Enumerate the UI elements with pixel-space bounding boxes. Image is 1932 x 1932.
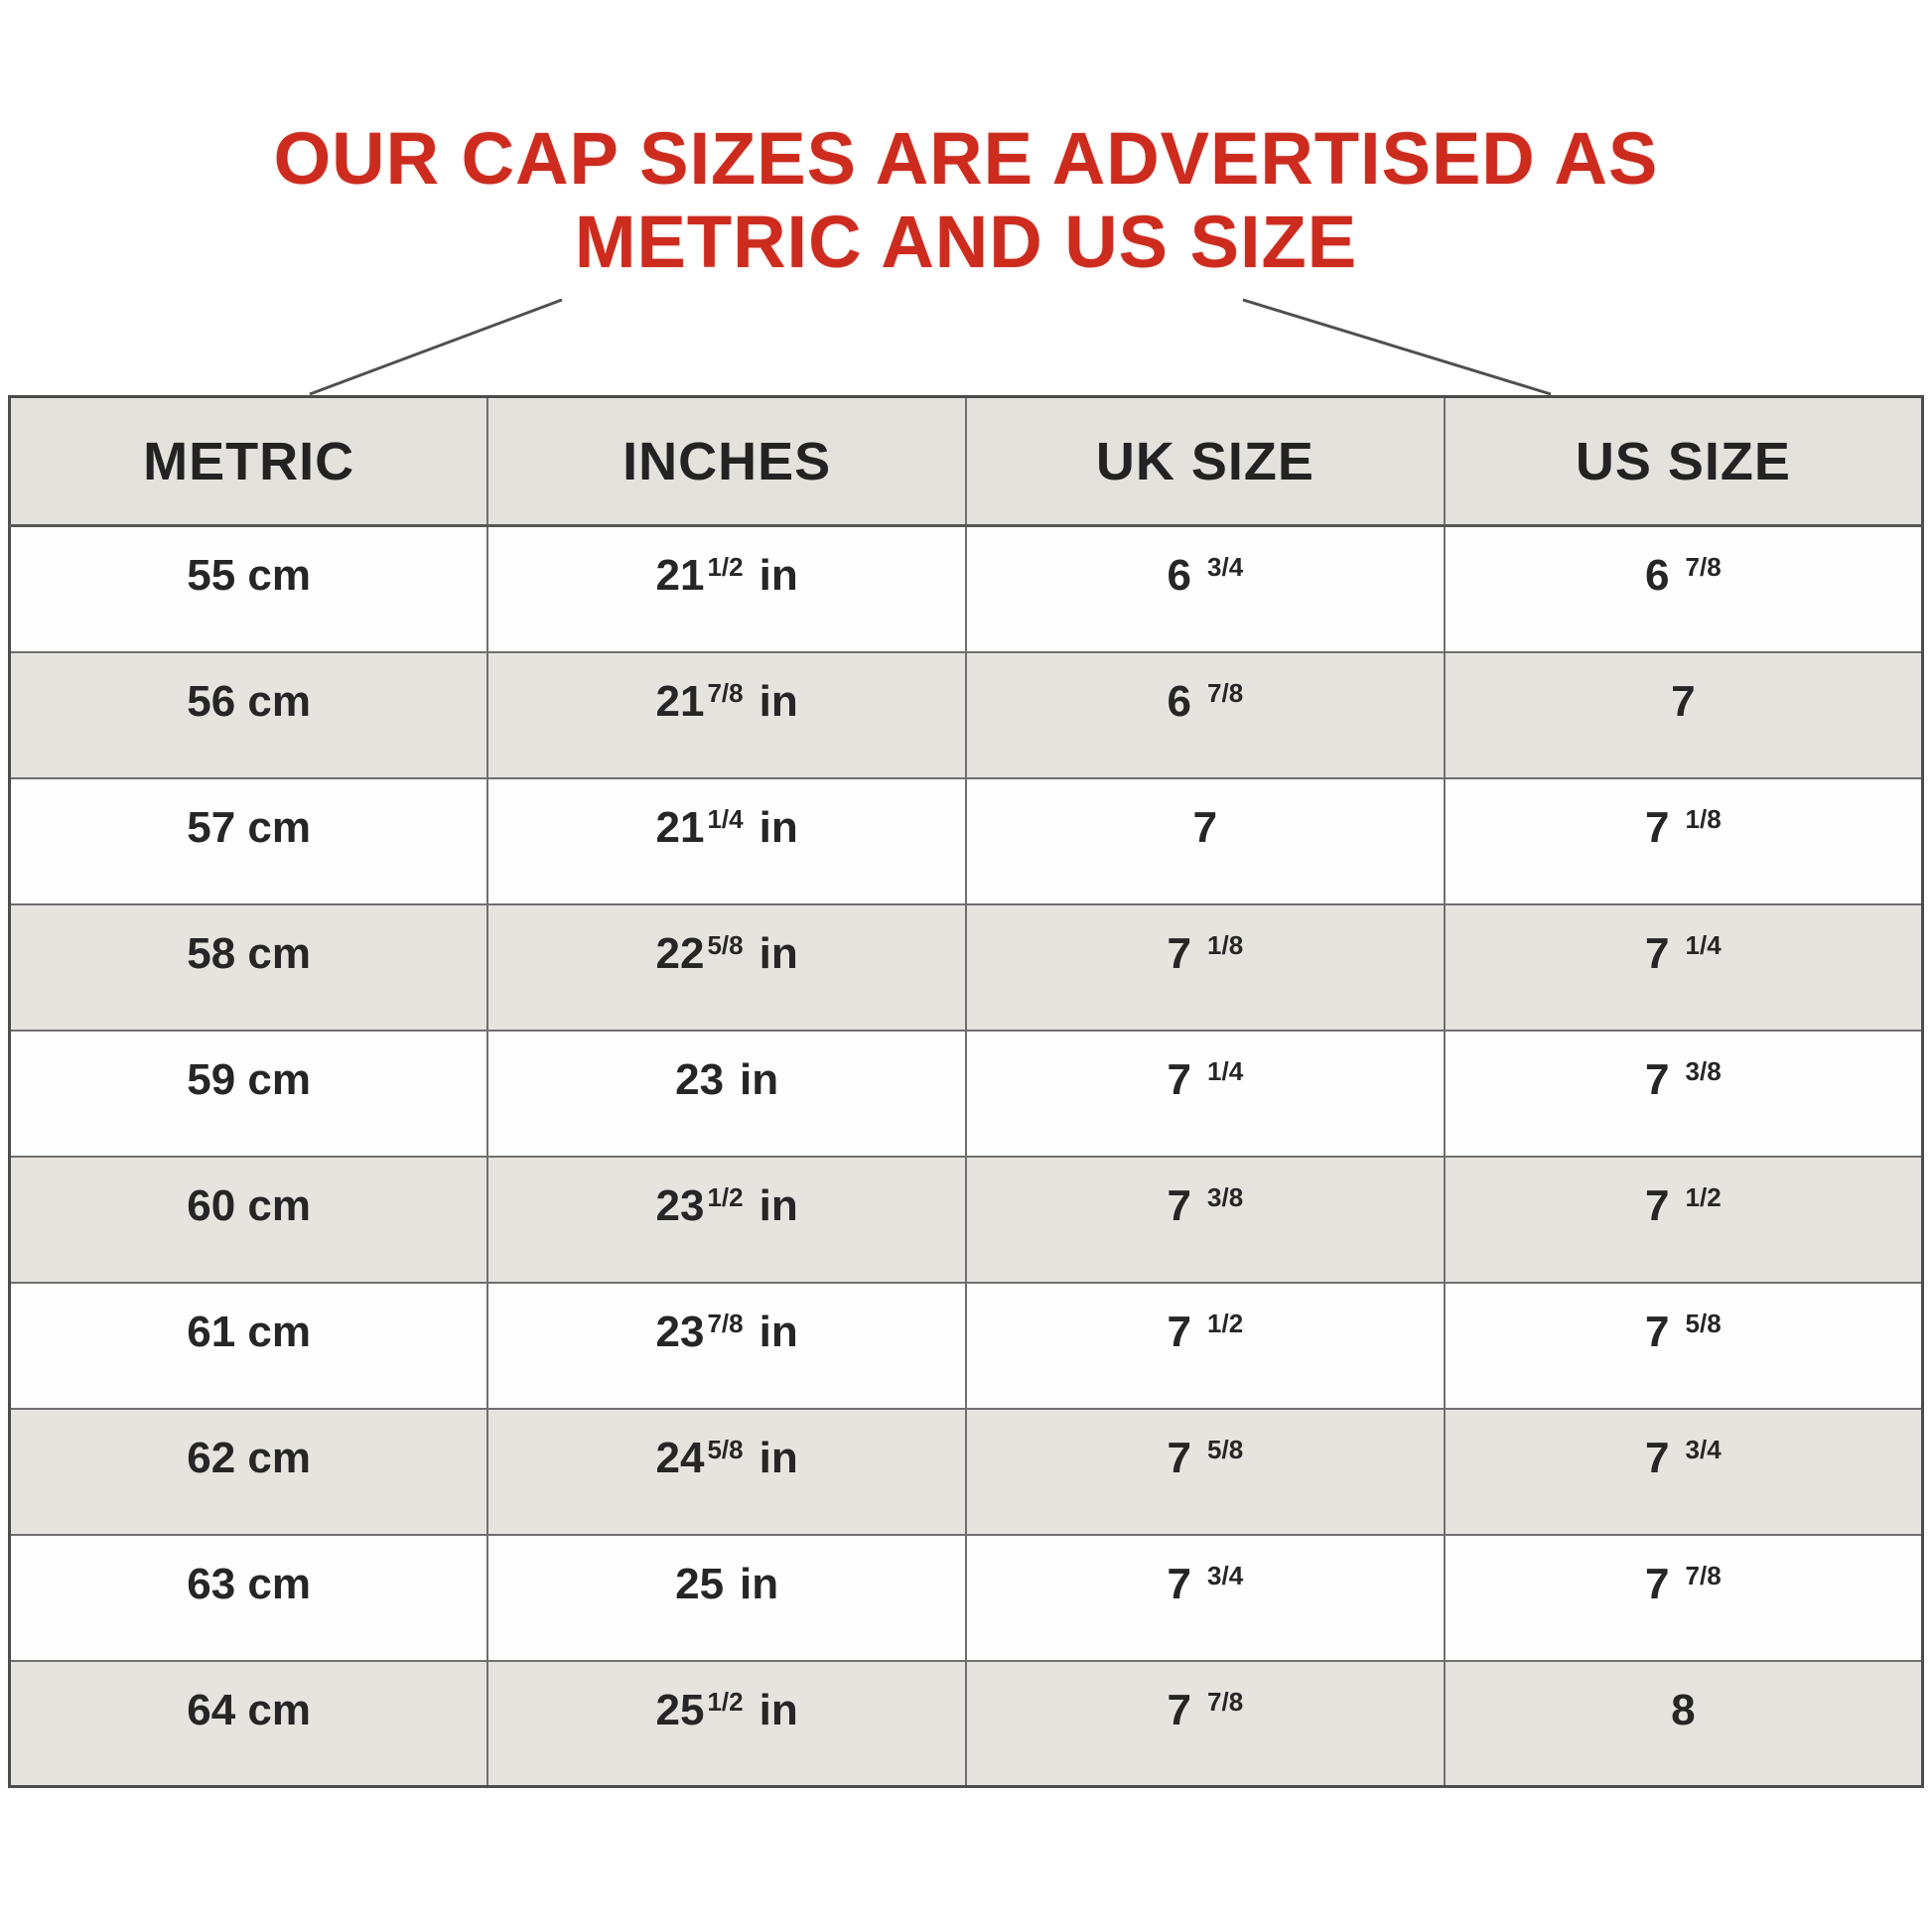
inches-cell (487, 1031, 966, 1157)
us-size-cell (1445, 652, 1923, 778)
metric-cell (10, 1409, 488, 1535)
inches-whole: 21 (655, 802, 705, 852)
uk-size-cell (966, 1283, 1445, 1409)
us-size-cell (1445, 526, 1923, 652)
metric-cell (10, 526, 488, 652)
table-row (10, 1157, 1923, 1283)
us-fraction: 5/8 (1685, 1308, 1722, 1338)
metric-cell (10, 652, 488, 778)
us-whole: 7 (1645, 1433, 1670, 1482)
inches-fraction: 1/2 (707, 1181, 744, 1212)
uk-fraction: 3/8 (1207, 1181, 1244, 1212)
us-whole: 7 (1645, 1307, 1670, 1356)
inches-whole: 25 (655, 1685, 705, 1734)
metric-value: 63 cm (187, 1559, 311, 1608)
metric-cell (10, 1031, 488, 1157)
us-fraction: 1/8 (1685, 803, 1722, 834)
us-fraction: 7/8 (1685, 1560, 1722, 1590)
us-size-cell (1445, 1409, 1923, 1535)
uk-size-cell (966, 1661, 1445, 1787)
uk-whole: 6 (1167, 676, 1192, 726)
us-size-cell (1445, 1157, 1923, 1283)
us-whole: 8 (1671, 1685, 1696, 1734)
header-us-size: US SIZE (1445, 397, 1923, 526)
table-row (10, 652, 1923, 778)
inches-cell (487, 1535, 966, 1661)
table-row (10, 1661, 1923, 1787)
inches-cell (487, 1409, 966, 1535)
uk-whole: 7 (1167, 1559, 1192, 1608)
inches-whole: 23 (675, 1054, 725, 1104)
table-row (10, 1031, 1923, 1157)
uk-size-cell (966, 1535, 1445, 1661)
inches-cell (487, 1283, 966, 1409)
metric-cell (10, 1535, 488, 1661)
us-fraction: 1/4 (1685, 929, 1722, 960)
table-row (10, 1283, 1923, 1409)
uk-fraction: 7/8 (1207, 1686, 1244, 1717)
page-title (0, 117, 1932, 283)
inches-fraction: 7/8 (707, 1308, 744, 1338)
inches-unit: in (740, 1559, 779, 1608)
inches-unit: in (759, 1307, 798, 1356)
inches-whole: 23 (655, 1307, 705, 1356)
header-row (10, 397, 1923, 526)
us-fraction: 3/4 (1685, 1434, 1722, 1464)
header-uk-size: UK SIZE (966, 397, 1445, 526)
inches-cell (487, 526, 966, 652)
uk-size-cell (966, 1409, 1445, 1535)
us-whole: 7 (1645, 802, 1670, 852)
pointer-line-left (310, 300, 562, 394)
metric-cell (10, 778, 488, 904)
table-row (10, 904, 1923, 1031)
title-line-2: METRIC AND US SIZE (574, 200, 1358, 283)
cap-size-table (8, 395, 1924, 1788)
uk-whole: 7 (1167, 928, 1192, 978)
us-fraction: 3/8 (1685, 1055, 1722, 1086)
metric-cell (10, 1661, 488, 1787)
inches-unit: in (759, 676, 798, 726)
inches-cell (487, 904, 966, 1031)
inches-whole: 21 (655, 551, 705, 600)
us-fraction: 7/8 (1685, 552, 1722, 582)
metric-value: 56 cm (187, 676, 311, 726)
uk-fraction: 1/8 (1207, 929, 1244, 960)
inches-unit: in (759, 802, 798, 852)
inches-fraction: 1/2 (707, 552, 744, 582)
uk-whole: 7 (1167, 1307, 1192, 1356)
inches-cell (487, 1661, 966, 1787)
inches-fraction: 5/8 (707, 929, 744, 960)
inches-fraction: 1/4 (707, 803, 744, 834)
uk-fraction: 1/4 (1207, 1055, 1244, 1086)
us-whole: 7 (1645, 1559, 1670, 1608)
us-size-cell (1445, 904, 1923, 1031)
inches-cell (487, 1157, 966, 1283)
uk-size-cell (966, 526, 1445, 652)
us-size-cell (1445, 1535, 1923, 1661)
uk-whole: 7 (1167, 1433, 1192, 1482)
inches-whole: 23 (655, 1180, 705, 1230)
metric-value: 58 cm (187, 928, 311, 978)
uk-size-cell (966, 778, 1445, 904)
metric-value: 60 cm (187, 1180, 311, 1230)
inches-cell (487, 778, 966, 904)
header-inches: INCHES (487, 397, 966, 526)
uk-fraction: 3/4 (1207, 552, 1244, 582)
inches-unit: in (759, 928, 798, 978)
metric-value: 62 cm (187, 1433, 311, 1482)
uk-fraction: 7/8 (1207, 677, 1244, 708)
inches-whole: 25 (675, 1559, 725, 1608)
inches-unit: in (740, 1054, 779, 1104)
uk-fraction: 3/4 (1207, 1560, 1244, 1590)
inches-whole: 22 (655, 928, 705, 978)
pointer-line-right (1243, 300, 1551, 394)
us-size-cell (1445, 778, 1923, 904)
us-size-cell (1445, 1283, 1923, 1409)
metric-value: 64 cm (187, 1685, 311, 1734)
uk-size-cell (966, 904, 1445, 1031)
us-whole: 7 (1645, 1180, 1670, 1230)
us-fraction: 1/2 (1685, 1181, 1722, 1212)
inches-unit: in (759, 1685, 798, 1734)
inches-unit: in (759, 1180, 798, 1230)
uk-size-cell (966, 652, 1445, 778)
inches-whole: 24 (655, 1433, 705, 1482)
title-line-1: OUR CAP SIZES ARE ADVERTISED AS (273, 117, 1659, 200)
table-row (10, 778, 1923, 904)
uk-fraction: 5/8 (1207, 1434, 1244, 1464)
metric-value: 61 cm (187, 1307, 311, 1356)
uk-size-cell (966, 1031, 1445, 1157)
uk-size-cell (966, 1157, 1445, 1283)
us-whole: 7 (1671, 676, 1696, 726)
table-body (10, 526, 1923, 1787)
uk-whole: 7 (1167, 1180, 1192, 1230)
metric-cell (10, 1283, 488, 1409)
us-whole: 6 (1645, 551, 1670, 600)
us-size-cell (1445, 1031, 1923, 1157)
inches-cell (487, 652, 966, 778)
uk-whole: 7 (1167, 1054, 1192, 1104)
uk-whole: 6 (1167, 551, 1192, 600)
us-size-cell (1445, 1661, 1923, 1787)
inches-unit: in (759, 1433, 798, 1482)
metric-value: 57 cm (187, 802, 311, 852)
table-row (10, 526, 1923, 652)
inches-fraction: 1/2 (707, 1686, 744, 1717)
table-row (10, 1409, 1923, 1535)
us-whole: 7 (1645, 1054, 1670, 1104)
table-row (10, 1535, 1923, 1661)
metric-cell (10, 1157, 488, 1283)
uk-fraction: 1/2 (1207, 1308, 1244, 1338)
header-metric: METRIC (10, 397, 488, 526)
uk-whole: 7 (1192, 802, 1218, 852)
metric-value: 55 cm (187, 551, 311, 600)
metric-value: 59 cm (187, 1054, 311, 1104)
us-whole: 7 (1645, 928, 1670, 978)
inches-fraction: 7/8 (707, 677, 744, 708)
uk-whole: 7 (1167, 1685, 1192, 1734)
inches-whole: 21 (655, 676, 705, 726)
inches-fraction: 5/8 (707, 1434, 744, 1464)
inches-unit: in (759, 551, 798, 600)
metric-cell (10, 904, 488, 1031)
